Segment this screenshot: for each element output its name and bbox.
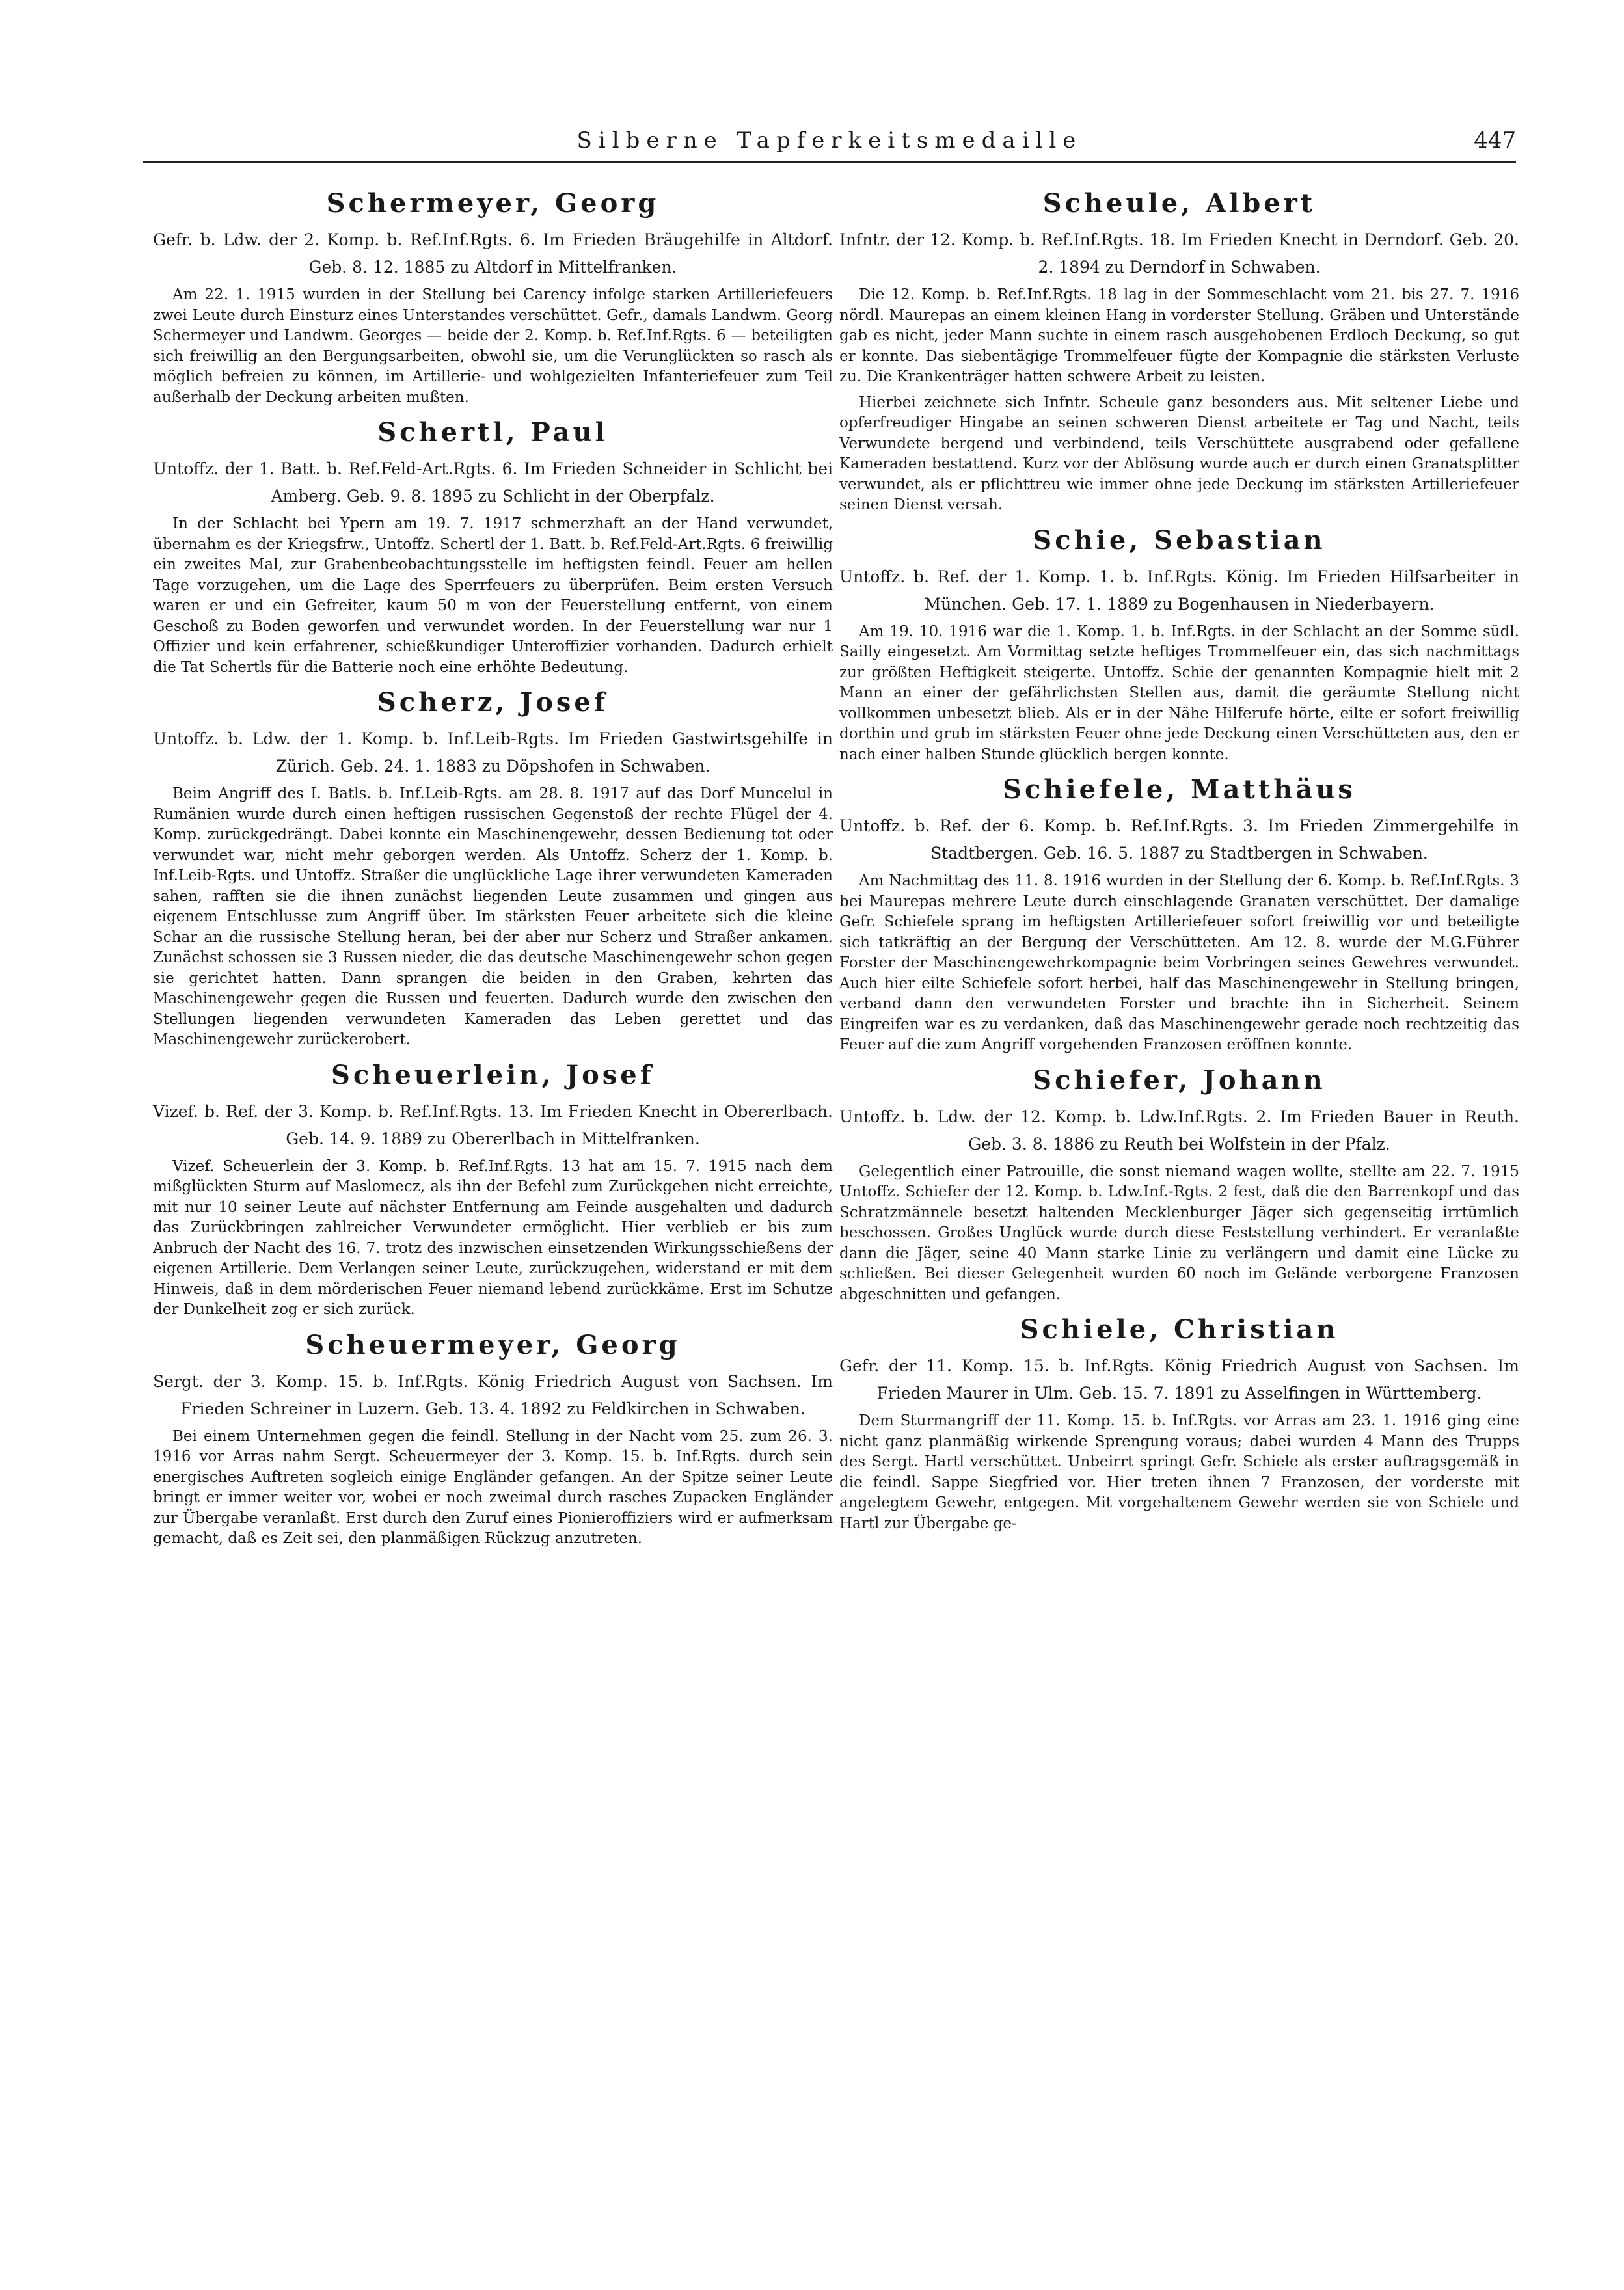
entry-info: Untoffz. der 1. Batt. b. Ref.Feld-Art.Rgts. 6. Im Frieden Schneider in Schlicht bei Amberg. Geb. 9. 8. 1895 zu Schlicht in der Oberpfalz. <box>153 459 833 505</box>
entry-name: Schermeyer, Georg <box>326 188 660 219</box>
entry-name: Schertl, Paul <box>377 417 608 448</box>
entry-schertl <box>153 417 833 678</box>
entry-scheuerlein <box>153 1060 833 1321</box>
entry-schiele <box>839 1314 1519 1534</box>
entry-info: Vizef. b. Ref. der 3. Komp. b. Ref.Inf.Rgts. 13. Im Frieden Knecht in Obererlbach. Geb. 14. 9. 1889 zu Obererlbach in Mittelfranken. <box>153 1101 833 1148</box>
entry-text: Die 12. Komp. b. Ref.Inf.Rgts. 18 lag in der Sommeschlacht vom 21. bis 27. 7. 1916 nördl. Maurepas an einem kleinen Hang in vorderster Stellung. Gräben und Unterstände gab es nicht, jeder Mann suchte in einem rasch ausgehobenen Erdloch Deckung, so gut er konnte. Das siebentägige Trommelfeuer fügte der Kompagnie die stärksten Verluste zu. Die Krankenträger hatten schwere Arbeit zu leisten. <box>839 286 1519 385</box>
entry-schermeyer <box>153 188 833 408</box>
entry-text: Dem Sturmangriff der 11. Komp. 15. b. Inf.Rgts. vor Arras am 23. 1. 1916 ging eine nicht ganz planmäßig wirkende Sprengung voraus; dabei wurden 4 Mann des Trupps des Sergt. Hartl verschüttet. Unbeirrt springt Gefr. Schiele als erster auftragsgemäß in die feindl. Sappe Siegfried vor. Hier treten ihnen 7 Franzosen, der vorderste mit angelegtem Gewehr, entgegen. Mit vorgehaltenem Gewehr werden sie von Schiele und Hartl zur Übergabe ge- <box>839 1412 1519 1532</box>
entry-info: Gefr. b. Ldw. der 2. Komp. b. Ref.Inf.Rgts. 6. Im Frieden Bräugehilfe in Altdorf. Geb. 8. 12. 1885 zu Altdorf in Mittelfranken. <box>153 230 833 276</box>
right-column <box>839 179 1519 1541</box>
entry-name: Schiele, Christian <box>1020 1314 1339 1345</box>
entry-text-continued: Hierbei zeichnete sich Infntr. Scheule ganz besonders aus. Mit seltener Liebe und opferfreudiger Hingabe an seinen schweren Dienst arbeitete er Tag und Nacht, teils Verwundete bergend und verbindend, teils Verschüttete ausgrabend oder gefallene Kameraden bestattend. Kurz vor der Ablösung wurde auch er durch einen Granatsplitter verwundet, als er pflichttreu wie immer ohne jede Deckung im stärksten Artilleriefeuer seinen Dienst versah. <box>839 394 1519 513</box>
entry-text: In der Schlacht bei Ypern am 19. 7. 1917 schmerzhaft an der Hand verwundet, übernahm es der Kriegsfrw., Untoffz. Schertl der 1. Batt. b. Ref.Feld-Art.Rgts. 6 freiwillig ein zweites Mal, zur Grabenbeobachtungsstelle im heftigsten feindl. Feuer am hellen Tage vorzugehen, um die Lage des Sperrfeuers zu überprüfen. Beim ersten Versuch waren er und ein Gefreiter, kaum 50 m von der Feuerstellung entfernt, von einem Geschoß zu Boden geworfen und verwundet worden. In der Feuerstellung war nur 1 Offizier und kein erfahrener, schießkundiger Unteroffizier vorhanden. Dadurch erhielt die Tat Schertls für die Batterie noch eine erhöhte Bedeutung. <box>153 515 833 676</box>
left-column <box>153 179 833 1556</box>
entry-name: Schie, Sebastian <box>1033 524 1326 556</box>
running-title: Silberne Tapferkeitsmedaille <box>576 128 1083 154</box>
entry-text: Gelegentlich einer Patrouille, die sonst niemand wagen wollte, stellte am 22. 7. 1915 Untoffz. Schiefer der 12. Komp. b. Ldw.Inf.-Rgts. 2 fest, daß die den Barrenkopf und das Schratzmännele besetzt haltenden Mecklenburger Jäger sich gegenseitig irrtümlich beschossen. Großes Unglück wurde durch diese Feststellung verhindert. Er veranlaßte dann die Jäger, seine 40 Mann starke Linie zu verlängern und damit eine Lücke zu schließen. Bei dieser Gelegenheit wurden 60 noch im Gelände verborgene Franzosen abgeschnitten und gefangen. <box>839 1163 1519 1303</box>
entry-scheule <box>839 188 1519 516</box>
entry-info: Untoffz. b. Ldw. der 1. Komp. b. Inf.Leib-Rgts. Im Frieden Gastwirtsgehilfe in Zürich. Geb. 24. 1. 1883 zu Döpshofen in Schwaben. <box>153 729 833 775</box>
entry-scherz <box>153 687 833 1051</box>
entry-info: Untoffz. b. Ref. der 6. Komp. b. Ref.Inf.Rgts. 3. Im Frieden Zimmergehilfe in Stadtbergen. Geb. 16. 5. 1887 zu Stadtbergen in Schwaben. <box>839 816 1519 863</box>
entry-scheuermeyer <box>153 1330 833 1550</box>
entry-text: Beim Angriff des I. Batls. b. Inf.Leib-Rgts. am 28. 8. 1917 auf das Dorf Muncelul in Rumänien wurde durch einen heftigen russischen Gegenstoß der rechte Flügel der 4. Komp. zurückgedrängt. Dabei konnte ein Maschinengewehr, dessen Bedienung tot oder verwundet war, nicht mehr geborgen werden. Als Untoffz. Scherz der 1. Komp. b. Inf.Leib-Rgts. und Untoffz. Straßer die unglückliche Lage ihrer verwundeten Kameraden sahen, rafften sie die ihnen zunächst liegenden Leute zusammen und gingen aus eigenem Entschlusse zum Angriff über. Im stärksten Feuer arbeitete sich die kleine Schar an die russische Stellung heran, bei der aber nur Scherz und Straßer ankamen. Zunächst schossen sie 3 Russen nieder, die das deutsche Maschinengewehr schon gegen sie gerichtet hatten. Dann sprangen die beiden in den Graben, kehrten das Maschinengewehr gegen die Russen und feuerten. Dadurch wurde den zwischen den Stellungen liegenden verwundeten Kameraden das Leben gerettet und das Maschinengewehr zurückerobert. <box>153 785 833 1048</box>
entry-text: Am 22. 1. 1915 wurden in der Stellung bei Carency infolge starken Artilleriefeuers zwei Leute durch Einsturz eines Unterstandes verschüttet. Gefr., damals Landwm. Georg Schermeyer und Landwm. Georges — beide der 2. Komp. b. Ref.Inf.Rgts. 6 — beteiligten sich freiwillig an den Bergungsarbeiten, obwohl sie, um die Verunglückten so rasch als möglich befreien zu können, im Artillerie- und wohlgezielten Infanteriefeuer zum Teil außerhalb der Deckung arbeiten mußten. <box>153 286 833 406</box>
entry-schiefer <box>839 1065 1519 1306</box>
entry-info: Infntr. der 12. Komp. b. Ref.Inf.Rgts. 18. Im Frieden Knecht in Derndorf. Geb. 20. 2. 1894 zu Derndorf in Schwaben. <box>839 230 1519 276</box>
entry-schie <box>839 525 1519 766</box>
entry-info: Untoffz. b. Ref. der 1. Komp. 1. b. Inf.Rgts. König. Im Frieden Hilfsarbeiter in München. Geb. 17. 1. 1889 zu Bogenhausen in Niederbayern. <box>839 567 1519 613</box>
page-number: 447 <box>1474 128 1516 154</box>
entry-info: Sergt. der 3. Komp. 15. b. Inf.Rgts. König Friedrich August von Sachsen. Im Frieden Schreiner in Luzern. Geb. 13. 4. 1892 zu Feldkirchen in Schwaben. <box>153 1371 833 1418</box>
entry-schiefele <box>839 774 1519 1056</box>
entry-name: Scheule, Albert <box>1042 188 1316 219</box>
entry-name: Scheuerlein, Josef <box>331 1059 655 1090</box>
entry-info: Gefr. der 11. Komp. 15. b. Inf.Rgts. König Friedrich August von Sachsen. Im Frieden Maurer in Ulm. Geb. 15. 7. 1891 zu Asselfingen in Württemberg. <box>839 1356 1519 1403</box>
entry-name: Scherz, Josef <box>377 687 609 718</box>
entry-text: Bei einem Unternehmen gegen die feindl. Stellung in der Nacht vom 25. zum 26. 3. 1916 vor Arras nahm Sergt. Scheuermeyer der 3. Komp. 15. b. Inf.Rgts. durch sein energisches Auftreten sogleich einige Engländer gefangen. An der Spitze seiner Leute bringt er immer weiter vor, wobei er noch zweimal durch rasches Zupacken Engländer zur Übergabe veranlaßt. Erst durch den Zuruf eines Pionieroffiziers wird er aufmerksam gemacht, daß es Zeit sei, den planmäßigen Rückzug anzutreten. <box>153 1427 833 1547</box>
entry-text: Vizef. Scheuerlein der 3. Komp. b. Ref.Inf.Rgts. 13 hat am 15. 7. 1915 nach dem mißglückten Sturm auf Maslomecz, als ihn der Befehl zum Zurückgehen nicht erreichte, mit nur 10 seiner Leute auf nächster Entfernung am Feinde ausgehalten und dadurch das Zurückbringen zahlreicher Verwundeter ermöglicht. Hier verblieb er bis zum Anbruch der Nacht des 16. 7. trotz des inzwischen einsetzenden Wirkungsschießens der eigenen Artillerie. Dem Verlangen seiner Leute, zurückzugehen, widerstand er mit dem Hinweis, daß in dem mörderischen Feuer niemand lebend zurückkäme. Erst im Schutze der Dunkelheit zog er sich zurück. <box>153 1157 833 1318</box>
header-rule <box>143 161 1516 163</box>
page-header <box>143 124 1516 163</box>
entry-name: Schiefer, Johann <box>1033 1064 1326 1096</box>
entry-name: Schiefele, Matthäus <box>1003 774 1356 805</box>
entry-text: Am 19. 10. 1916 war die 1. Komp. 1. b. Inf.Rgts. in der Schlacht an der Somme südl. Sailly eingesetzt. Am Vormittag setzte heftiges Trommelfeuer ein, das sich nachmittags zur größten Heftigkeit steigerte. Untoffz. Schie der genannten Kompagnie hielt mit 2 Mann an einer der gefährlichsten Stellen aus, damit die geräumte Stellung nicht vollkommen unbesetzt blieb. Als er in der Nähe Hilferufe hörte, eilte er sofort freiwillig dorthin und grub im stärksten Feuer ohne jede Deckung einen Verschütteten aus, den er nach einer halben Stunde glücklich bergen konnte. <box>839 623 1519 763</box>
entry-text: Am Nachmittag des 11. 8. 1916 wurden in der Stellung der 6. Komp. b. Ref.Inf.Rgts. 3 bei Maurepas mehrere Leute durch einschlagende Granaten verschüttet. Der damalige Gefr. Schiefele sprang im heftigsten Artilleriefeuer sofort freiwillig vor und beteiligte sich tatkräftig an der Bergung der Verschütteten. Am 12. 8. wurde der M.G.Führer Forster der Maschinengewehrkompagnie beim Vorbringen seines Gewehres verwundet. Auch hier eilte Schiefele sofort herbei, half das Maschinengewehr in Stellung bringen, verband dann den verwundeten Forster und brachte ihn in Sicherheit. Seinem Eingreifen war es zu verdanken, daß das Maschinengewehr gerade noch rechtzeitig das Feuer auf die zum Angriff vorgehenden Franzosen eröffnen konnte. <box>839 872 1519 1053</box>
entry-info: Untoffz. b. Ldw. der 12. Komp. b. Ldw.Inf.Rgts. 2. Im Frieden Bauer in Reuth. Geb. 3. 8. 1886 zu Reuth bei Wolfstein in der Pfalz. <box>839 1107 1519 1153</box>
entry-name: Scheuermeyer, Georg <box>305 1329 681 1360</box>
